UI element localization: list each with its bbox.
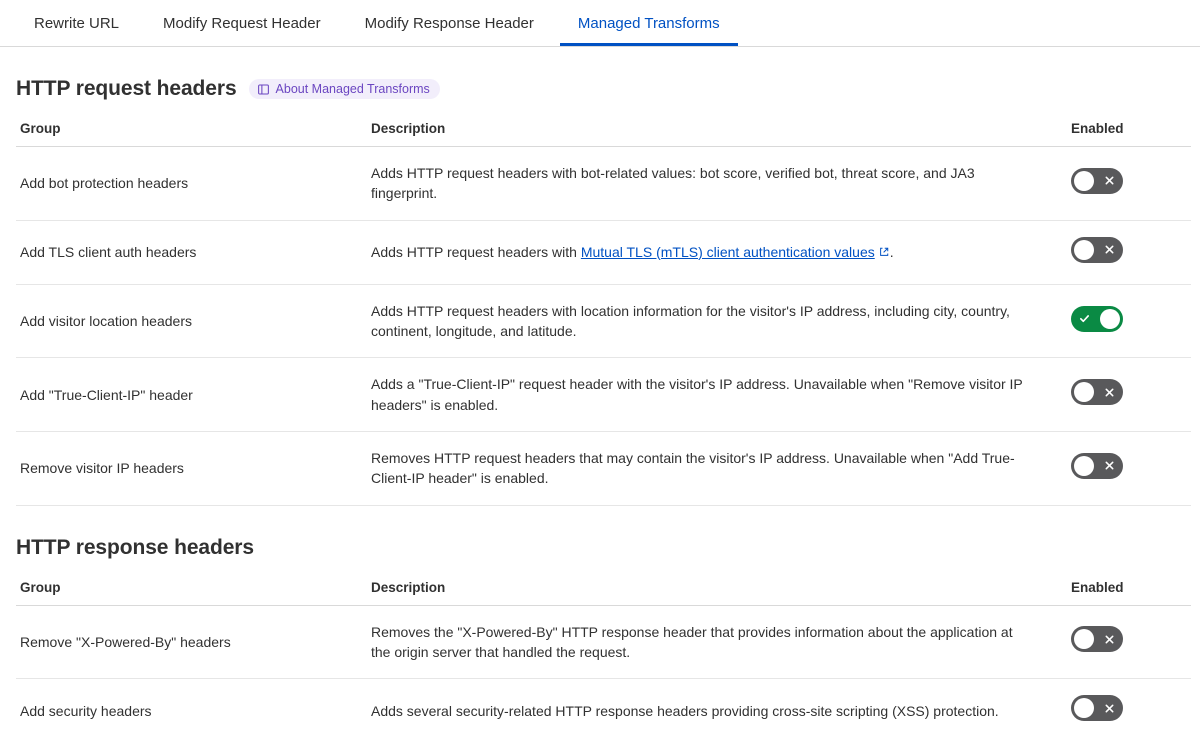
row-enabled-cell [1071,147,1191,221]
table-row [16,220,1191,284]
row-group-label: Add TLS client auth headers [16,220,371,284]
request-col-enabled: Enabled [1071,115,1191,147]
table-row [16,358,1191,432]
response-col-description: Description [371,574,1071,606]
request-section-header [16,77,1184,101]
close-icon [1104,460,1115,471]
response-section-header [16,536,1184,560]
toggle-add-bot-protection-headers[interactable] [1071,168,1123,194]
row-description-text: Adds several security-related HTTP response headers providing cross-site scripting (XSS) protection. [371,702,999,719]
toggle-knob [1074,240,1094,260]
row-group-label: Add "True-Client-IP" header [16,358,371,432]
row-description-text: Removes the "X-Powered-By" HTTP response header that provides information about the application at the origin server that handled the request. [371,623,1013,660]
row-description [371,284,1071,358]
close-icon [1104,703,1115,714]
external-link-icon [878,243,890,263]
row-description-text: Adds HTTP request headers with location information for the visitor's IP address, including city, country, continent, longitude, and latitude. [371,302,1010,340]
row-group-label: Add visitor location headers [16,284,371,358]
tab-modify-response-header[interactable]: Modify Response Header [364,15,534,32]
row-description-text: Adds HTTP request headers with [371,243,581,260]
toggle-add-true-client-ip-header[interactable] [1071,379,1123,405]
toggle-knob [1100,309,1120,329]
row-enabled-cell [1071,358,1191,432]
response-col-enabled: Enabled [1071,574,1191,606]
row-group-label: Remove "X-Powered-By" headers [16,605,371,679]
http-request-headers-section [0,77,1200,506]
close-icon [1104,387,1115,398]
check-icon [1079,313,1090,324]
table-row [16,605,1191,679]
response-col-group: Group [16,574,371,606]
table-row [16,679,1191,742]
row-description-text: Removes HTTP request headers that may contain the visitor's IP address. Unavailable when "Add True-Client-IP header" is enabled. [371,450,1015,487]
toggle-add-visitor-location-headers[interactable] [1071,306,1123,332]
request-table-head [16,115,1191,147]
toggle-add-tls-client-auth-headers[interactable] [1071,237,1123,263]
http-response-headers-section [0,536,1200,742]
toggle-knob [1074,698,1094,718]
tab-rewrite-url[interactable]: Rewrite URL [34,15,120,32]
row-enabled-cell [1071,432,1191,506]
row-description-text: Adds HTTP request headers with bot-related values: bot score, verified bot, threat score, and JA3 fingerprint. [371,165,975,202]
row-description-text: Adds a "True-Client-IP" request header with the visitor's IP address. Unavailable when "Remove visitor IP headers" is enabled. [371,376,1023,413]
tab-modify-request-header[interactable]: Modify Request Header [163,15,321,32]
tab-bar [0,0,1200,47]
response-headers-table [16,574,1191,742]
toggle-knob [1074,456,1094,476]
response-table-head [16,574,1191,606]
row-description [371,358,1071,432]
close-icon [1104,244,1115,255]
response-table-body [16,605,1191,742]
row-group-label: Remove visitor IP headers [16,432,371,506]
row-group-label: Add security headers [16,679,371,742]
toggle-knob [1074,171,1094,191]
book-icon [257,83,270,96]
row-description-suffix: . [889,243,894,260]
mtls-client-auth-link[interactable]: Mutual TLS (mTLS) client authentication values [580,243,875,260]
request-section-title: HTTP request headers [16,77,237,100]
close-icon [1104,175,1115,186]
table-row [16,147,1191,221]
table-row [16,284,1191,358]
row-enabled-cell [1071,679,1191,742]
response-table-header-row [16,574,1191,606]
row-description [371,147,1071,221]
request-table-header-row [16,115,1191,147]
row-description [371,605,1071,679]
tab-managed-transforms[interactable]: Managed Transforms [560,16,738,46]
row-group-label: Add bot protection headers [16,147,371,221]
toggle-remove-visitor-ip-headers[interactable] [1071,453,1123,479]
row-description [371,432,1071,506]
row-description [371,220,1071,284]
about-managed-transforms-link[interactable] [249,79,440,99]
request-col-group: Group [16,115,371,147]
row-enabled-cell [1071,605,1191,679]
row-enabled-cell [1071,284,1191,358]
request-col-description: Description [371,115,1071,147]
toggle-knob [1074,629,1094,649]
row-description [371,679,1071,742]
close-icon [1104,634,1115,645]
table-row [16,432,1191,506]
response-section-title: HTTP response headers [16,535,254,559]
about-managed-transforms-label: About Managed Transforms [275,82,430,96]
toggle-add-security-headers[interactable] [1071,695,1123,721]
request-headers-table [16,115,1191,506]
row-enabled-cell [1071,220,1191,284]
toggle-knob [1074,382,1094,402]
toggle-remove-x-powered-by-headers[interactable] [1071,626,1123,652]
request-table-body [16,147,1191,506]
